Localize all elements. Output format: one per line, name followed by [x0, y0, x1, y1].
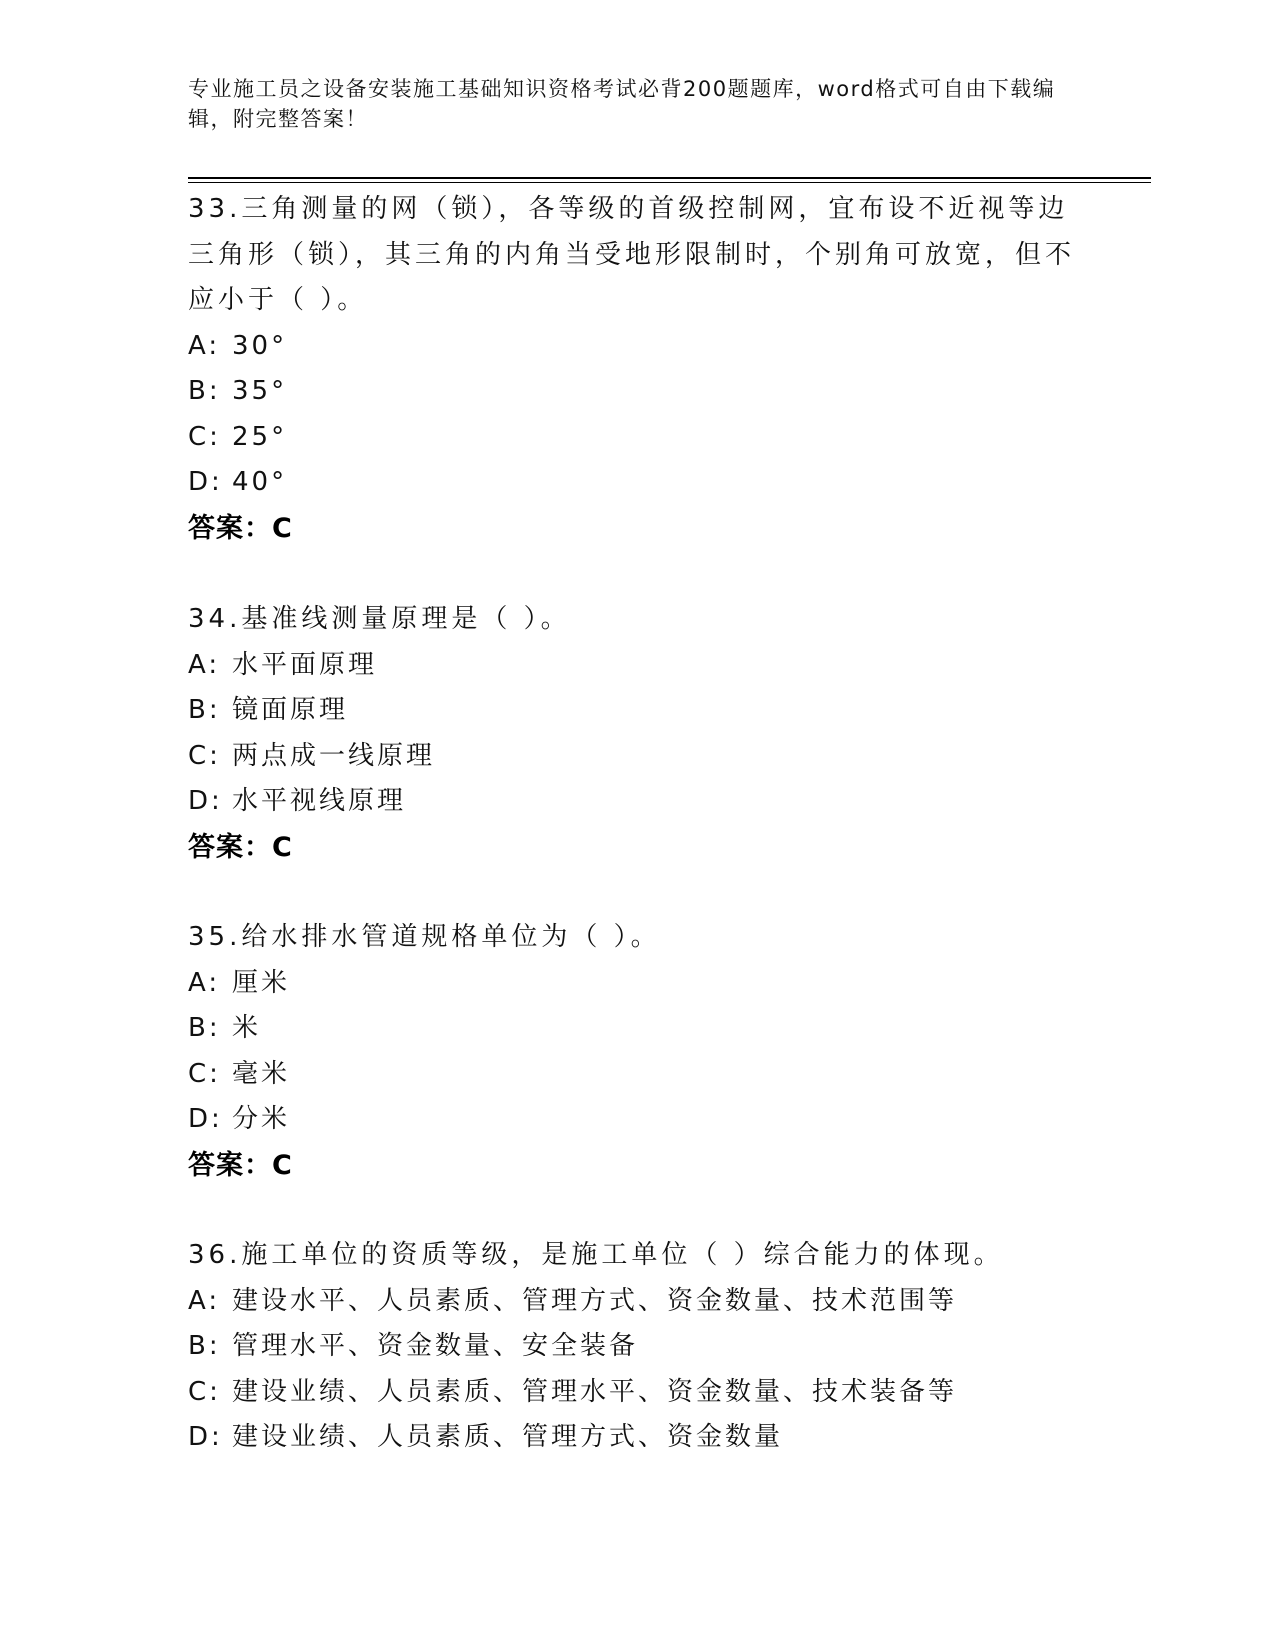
option-text: 35° [232, 376, 288, 406]
option-letter: D: [188, 1422, 223, 1452]
option-text: 30° [232, 330, 288, 361]
option-text: 建设业绩、人员素质、管理水平、资金数量、技术装备等 [232, 1376, 958, 1407]
option-d [188, 779, 1088, 825]
option-letter: A: [188, 967, 221, 998]
option-a [188, 1279, 1088, 1325]
option-c [188, 1052, 1088, 1098]
option-text: 建设业绩、人员素质、管理方式、资金数量 [232, 1422, 784, 1452]
option-text: 毫米 [232, 1058, 291, 1089]
option-text: 两点成一线原理 [232, 740, 436, 771]
option-text: 水平视线原理 [232, 786, 407, 816]
document-header: 专业施工员之设备安装施工基础知识资格考试必背200题题库，word格式可自由下载编辑，附完整答案！ [188, 77, 1056, 131]
question-stem: 34.基准线测量原理是（ ）。 [188, 604, 571, 634]
header-rule-thick [188, 177, 1151, 179]
answer-text: 答案：C [188, 1149, 293, 1181]
option-letter: B: [188, 1013, 221, 1043]
option-c [188, 415, 1088, 461]
option-text: 镜面原理 [232, 695, 349, 725]
option-letter: D: [188, 467, 223, 497]
option-text: 管理水平、资金数量、安全装备 [232, 1331, 639, 1361]
header-rule-thin [188, 182, 1151, 183]
question-stem: 35.给水排水管道规格单位为（ ）。 [188, 922, 661, 952]
answer-text: 答案：C [188, 512, 293, 544]
option-letter: D: [188, 786, 223, 816]
option-letter: B: [188, 1331, 221, 1361]
option-letter: C: [188, 1376, 221, 1407]
option-letter: D: [188, 1104, 223, 1134]
option-letter: C: [188, 740, 221, 771]
option-text: 分米 [232, 1104, 291, 1134]
answer-text: 答案：C [188, 831, 293, 863]
option-text: 厘米 [232, 967, 291, 998]
option-text: 建设水平、人员素质、管理方式、资金数量、技术范围等 [232, 1285, 958, 1316]
option-text: 40° [232, 467, 288, 497]
option-d [188, 1415, 1088, 1461]
option-text: 水平面原理 [232, 649, 378, 680]
option-b [188, 1006, 1088, 1052]
option-c [188, 1370, 1088, 1416]
option-letter: A: [188, 330, 221, 361]
question-33 [188, 187, 1088, 551]
question-35 [188, 915, 1088, 1188]
option-b [188, 369, 1088, 415]
option-letter: B: [188, 695, 221, 725]
question-stem: 36.施工单位的资质等级，是施工单位（ ）综合能力的体现。 [188, 1240, 1004, 1270]
option-d [188, 1097, 1088, 1143]
option-d [188, 460, 1088, 506]
option-a [188, 643, 1088, 689]
question-36 [188, 1233, 1088, 1461]
option-letter: C: [188, 1058, 221, 1089]
question-stem: 33.三角测量的网（锁），各等级的首级控制网，宜布设不近视等边三角形（锁），其三角的内角当受地形限制时，个别角可放宽，但不应小于（ ）。 [188, 194, 1076, 315]
option-text: 米 [232, 1013, 262, 1043]
option-letter: A: [188, 1285, 221, 1316]
option-a [188, 961, 1088, 1007]
option-b [188, 688, 1088, 734]
option-b [188, 1324, 1088, 1370]
option-letter: A: [188, 649, 221, 680]
option-c [188, 734, 1088, 780]
option-letter: B: [188, 376, 221, 406]
question-34 [188, 597, 1088, 870]
option-a [188, 324, 1088, 370]
option-text: 25° [232, 421, 288, 452]
option-letter: C: [188, 421, 221, 452]
